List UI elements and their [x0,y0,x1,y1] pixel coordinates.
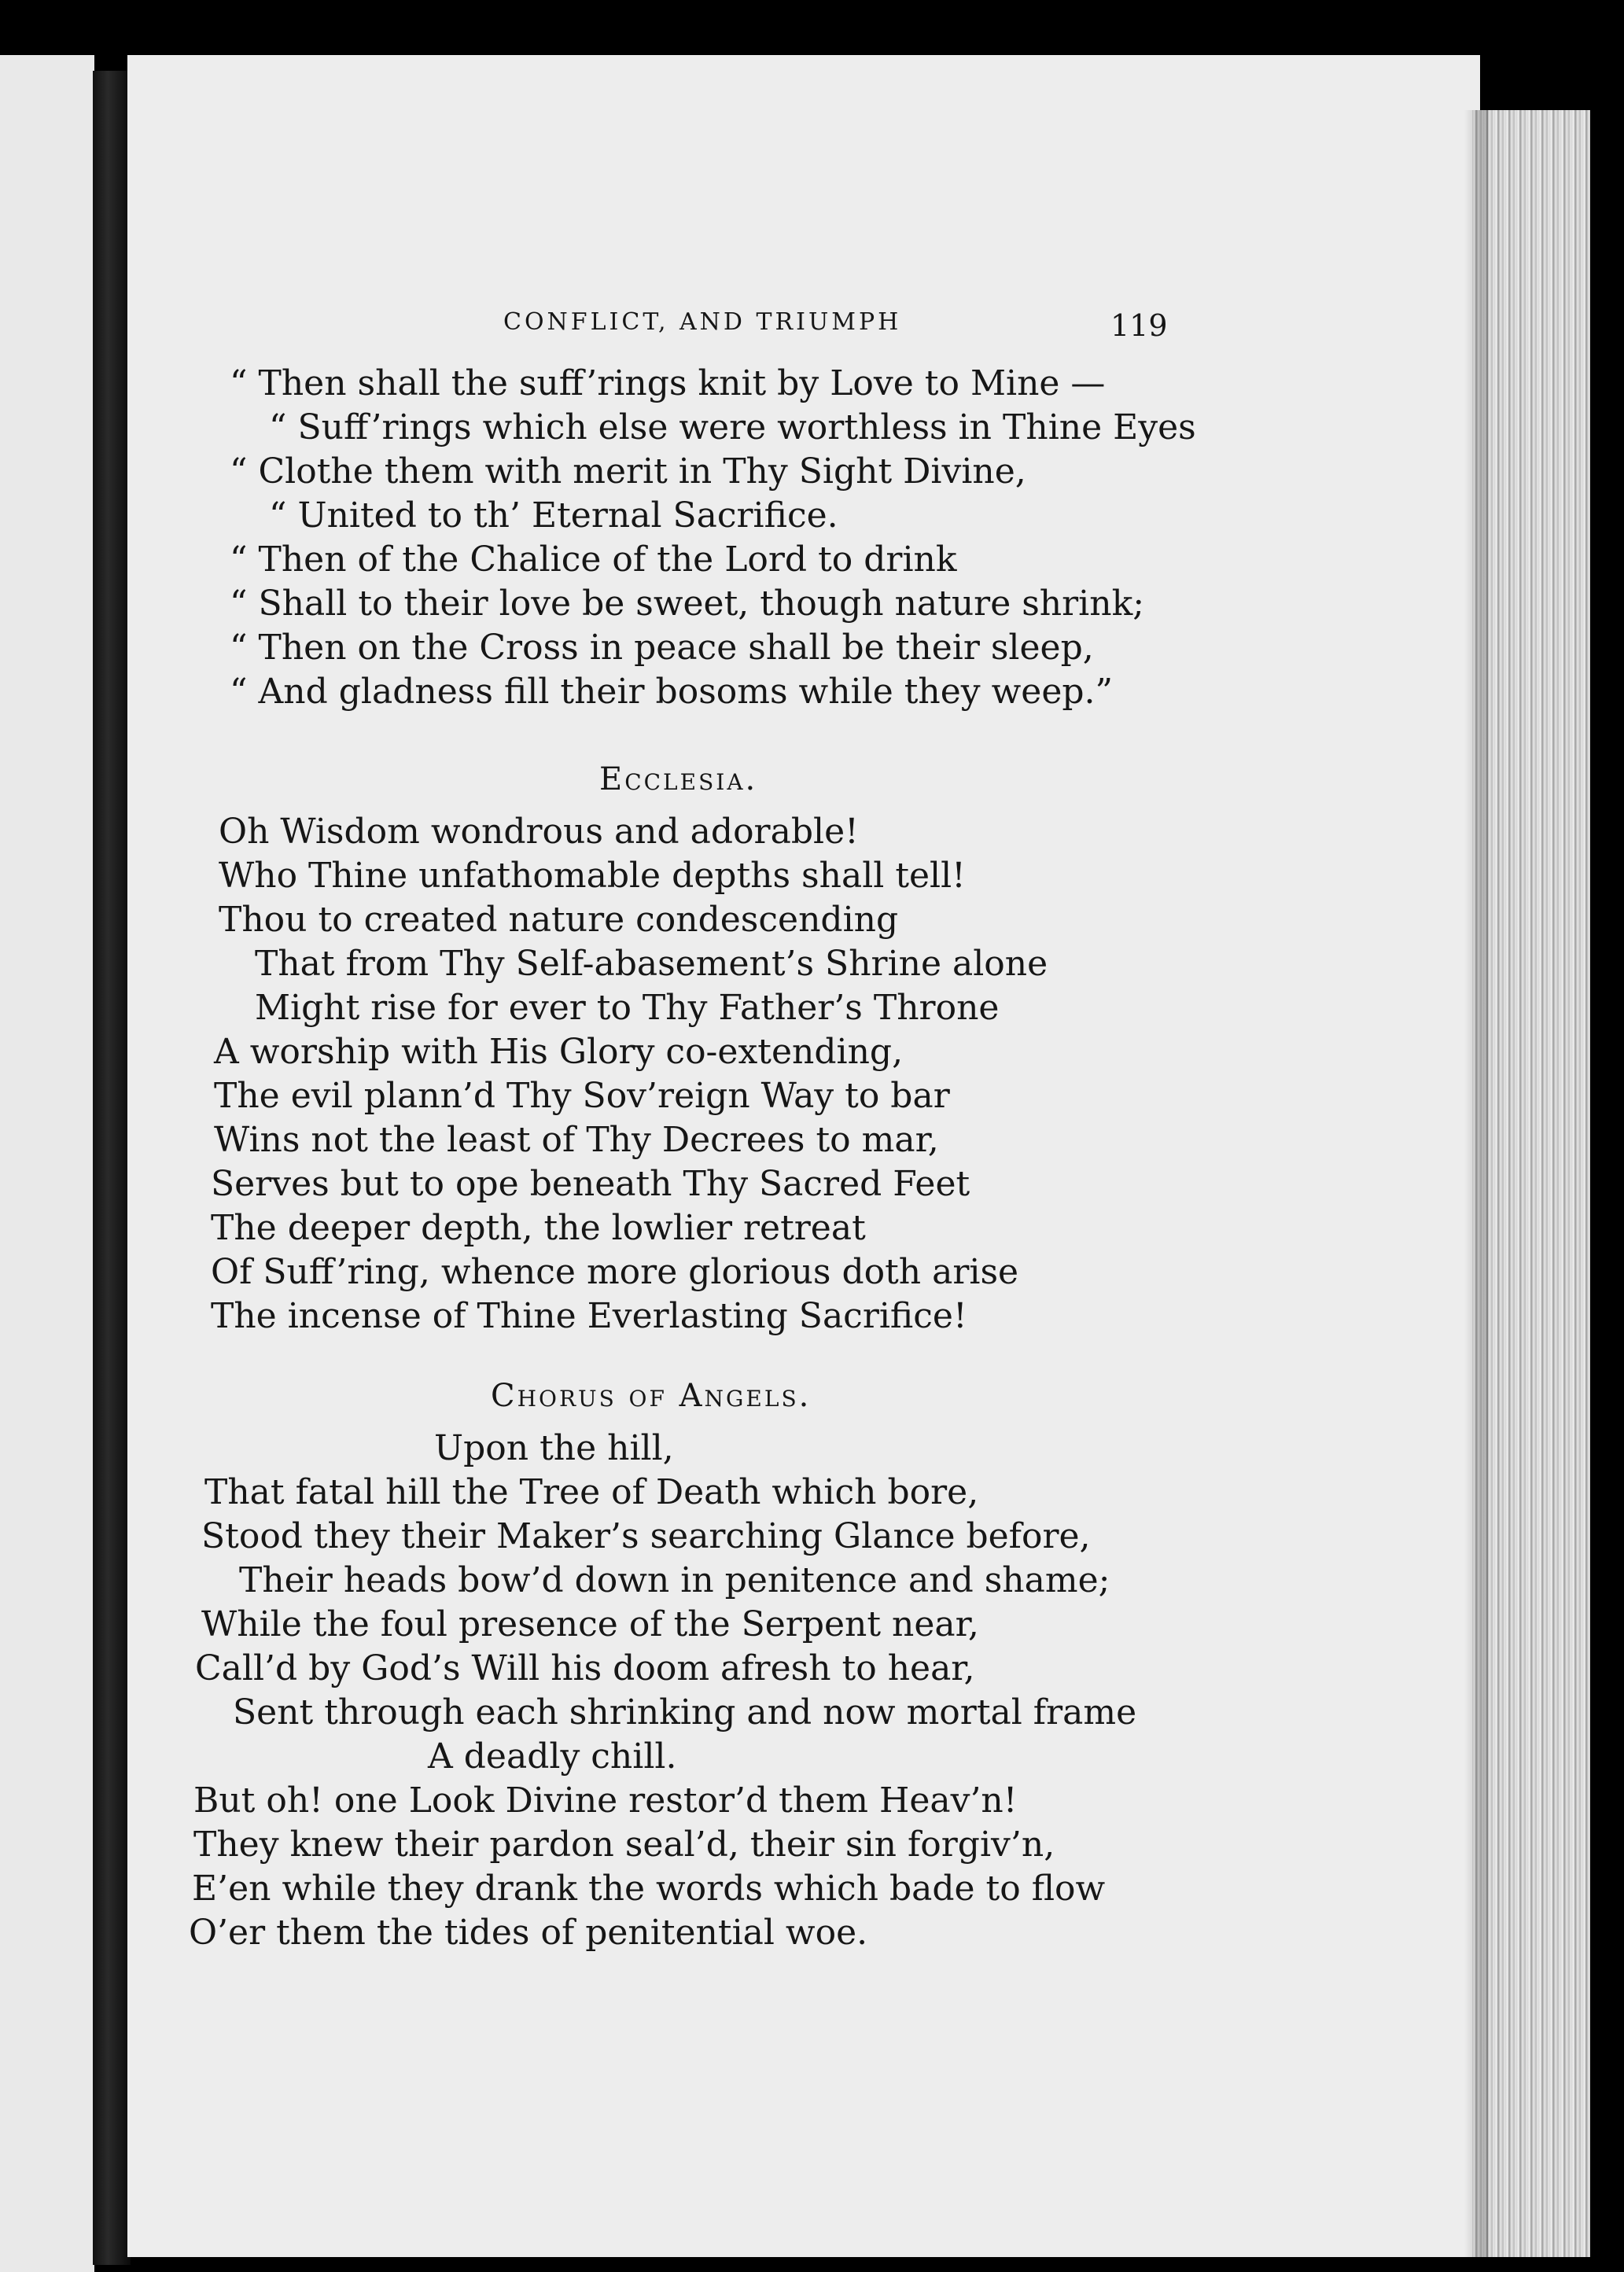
verse-line: Might rise for ever to Thy Father’s Throne [255,988,1000,1028]
verse-line: But oh! one Look Divine restor’d them Heav’n! [193,1780,1018,1821]
verse-line: Sent through each shrinking and now mortal frame [233,1692,1137,1733]
verse-line: Who Thine unfathomable depths shall tell! [219,856,966,896]
verse-line: “ Then on the Cross in peace shall be their sleep, [230,628,1094,668]
verse-line: Upon the hill, [434,1428,674,1468]
verse-line: Of Suff’ring, whence more glorious doth arise [211,1252,1019,1292]
verse-line: Stood they their Maker’s searching Glance before, [201,1516,1091,1556]
verse-line: While the foul presence of the Serpent near, [201,1604,979,1644]
verse-line: A deadly chill. [428,1736,677,1777]
verse-line: The evil plann’d Thy Sov’reign Way to bar [214,1076,950,1116]
verse-line: A worship with His Glory co-extending, [214,1032,904,1072]
verse-line: The deeper depth, the lowlier retreat [211,1208,866,1248]
running-head: CONFLICT, AND TRIUMPH [503,308,902,336]
verse-line: Their heads bow’d down in penitence and shame; [239,1560,1110,1600]
verse-line: They knew their pardon seal’d, their sin forgiv’n, [193,1825,1055,1865]
verse-line: O’er them the tides of penitential woe. [189,1913,868,1953]
verse-line: E’en while they drank the words which bade to flow [192,1869,1106,1909]
verse-line: That fatal hill the Tree of Death which bore, [204,1472,979,1512]
verse-line: Oh Wisdom wondrous and adorable! [219,812,859,852]
verse-line: “ Shall to their love be sweet, though nature shrink; [230,584,1145,624]
section-title-chorus: Chorus of Angels. [491,1378,812,1414]
verse-line: “ And gladness fill their bosoms while they weep.” [230,672,1114,712]
verse-line: The incense of Thine Everlasting Sacrifice! [211,1296,967,1336]
verse-line: Call’d by God’s Will his doom afresh to hear, [195,1648,975,1688]
verse-line: “ Then shall the suff’rings knit by Love to Mine — [230,363,1106,403]
verse-line: Thou to created nature condescending [219,900,899,940]
verse-line: Serves but to ope beneath Thy Sacred Feet [211,1164,970,1204]
page-number: 119 [1110,308,1168,343]
section-title-ecclesia: Ecclesia. [599,761,758,797]
verse-line: Wins not the least of Thy Decrees to mar, [214,1120,939,1160]
verse-line: “ Suff’rings which else were worthless in Thine Eyes [269,407,1196,447]
verse-line: “ Clothe them with merit in Thy Sight Divine, [230,451,1026,492]
verse-line: “ Then of the Chalice of the Lord to drink [230,539,957,580]
verse-line: That from Thy Self-abasement’s Shrine alone [255,944,1048,984]
verse-line: “ United to th’ Eternal Sacrifice. [269,495,838,536]
